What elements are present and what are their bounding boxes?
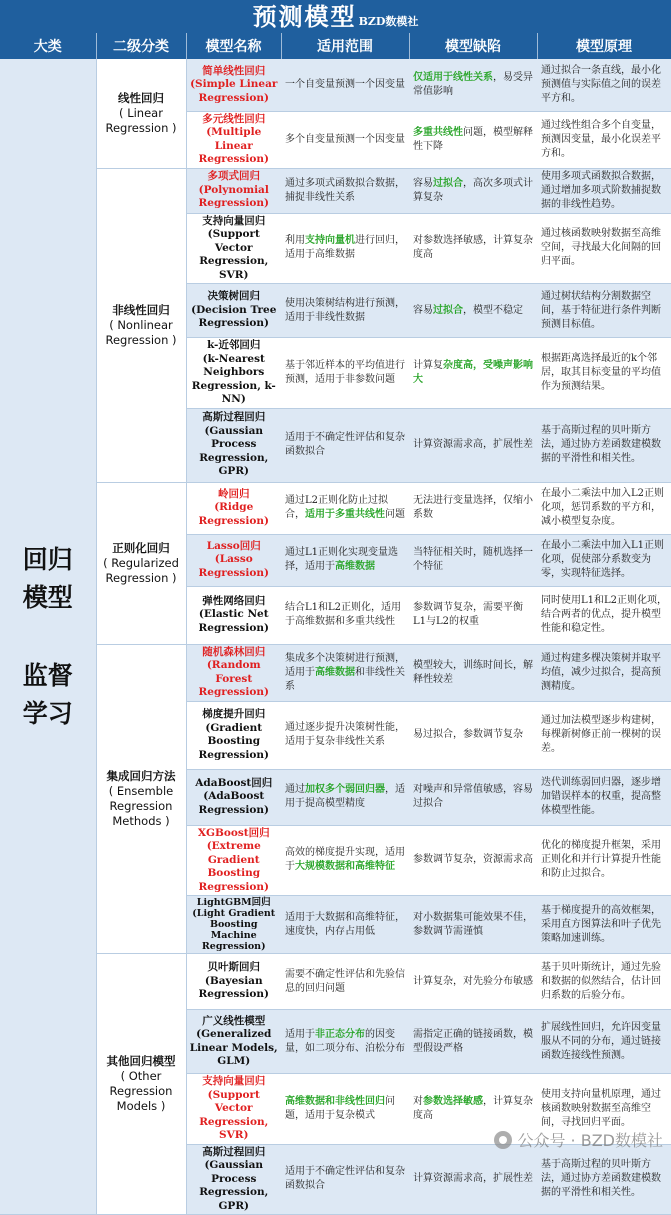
scope-text: 高维数据和非线性回归问题，适用于复杂模式 [281,1074,409,1145]
model-name: 广义线性模型 (Generalized Linear Models, GLM) [186,1010,281,1074]
model-name: 梯度提升回归 (Gradient Boosting Regression) [186,701,281,769]
defect-text: 参数调节复杂，资源需求高 [409,825,537,896]
col-header-principle: 模型原理 [537,33,671,59]
defect-text: 当特征相关时，随机选择一个特征 [409,534,537,586]
principle-text: 通过构建多棵决策树并取平均值，减少过拟合，提高预测精度。 [537,644,671,701]
principle-text: 基于梯度提升的高效框架，采用直方图算法和叶子优先策略加速训练。 [537,896,671,954]
principle-text: 优化的梯度提升框架，采用正则化和并行计算提升性能和防止过拟合。 [537,825,671,896]
model-name: k-近邻回归 (k-Nearest Neighbors Regression, k-NN) [186,338,281,409]
group-cell-ensemble [96,644,186,954]
principle-text: 使用多项式函数拟合数据，通过增加多项式阶数捕捉数据的非线性趋势。 [537,168,671,213]
scope-text: 适用于不确定性评估和复杂函数拟合 [281,1144,409,1215]
scope-text: 高效的梯度提升实现，适用于大规模数据和高维特征 [281,825,409,896]
group-name: 其他回归模型 [106,1054,176,1068]
defect-text: 计算资源需求高，扩展性差 [409,408,537,482]
model-name: 随机森林回归 (Random Forest Regression) [186,644,281,701]
table-row [0,168,671,213]
defect-text: 无法进行变量选择，仅缩小系数 [409,482,537,534]
scope-text: 通过L1正则化实现变量选择，适用于高维数据 [281,534,409,586]
model-name: 贝叶斯回归 (Bayesian Regression) [186,954,281,1010]
principle-text: 通过拟合一条直线，最小化预测值与实际值之间的误差平方和。 [537,59,671,111]
group-name-en: ( Ensemble Regression Methods ) [108,783,174,828]
model-name: XGBoost回归 (Extreme Gradient Boosting Regression) [186,825,281,896]
defect-text: 计算复杂度高，受噪声影响大 [409,338,537,409]
model-name: 多元线性回归 (Multiple Linear Regression) [186,111,281,168]
defect-text: 仅适用于线性关系，易受异常值影响 [409,59,537,111]
defect-text: 易过拟合，参数调节复杂 [409,701,537,769]
principle-text: 通过树状结构分割数据空间，基于特征进行条件判断预测目标值。 [537,284,671,338]
defect-text: 多重共线性问题，模型解释性下降 [409,111,537,168]
principle-text: 基于高斯过程的贝叶斯方法，通过协方差函数建模数据的平滑性和相关性。 [537,408,671,482]
header-row [0,33,671,59]
group-name-en: ( Nonlinear Regression ) [105,317,177,347]
scope-text: 通过L2正则化防止过拟合，适用于多重共线性问题 [281,482,409,534]
group-cell-linear [96,59,186,168]
watermark-text: 公众号 · BZD数模社 [517,1131,663,1150]
scope-text: 通过多项式函数拟合数据，捕捉非线性关系 [281,168,409,213]
model-name: AdaBoost回归 (AdaBoost Regression) [186,769,281,825]
defect-text: 需指定正确的链接函数，模型假设严格 [409,1010,537,1074]
group-name: 集成回归方法 [106,768,176,783]
page-title: 预测模型 [252,2,357,31]
defect-text: 对小数据集可能效果不佳，参数调节需谨慎 [409,896,537,954]
table-row [0,644,671,701]
col-header-defects: 模型缺陷 [409,33,537,59]
defect-text: 计算复杂，对先验分布敏感 [409,954,537,1010]
principle-text: 迭代训练弱回归器，逐步增加错误样本的权重，提高整体模型性能。 [537,769,671,825]
defect-text: 对参数选择敏感，计算复杂度高 [409,1074,537,1145]
group-cell-regularized [96,482,186,644]
table-row [0,954,671,1010]
scope-text: 结合L1和L2正则化，适用于高维数据和多重共线性 [281,586,409,644]
big-category-line: 模型 [22,582,73,612]
group-cell-nonlinear [96,168,186,482]
scope-text: 一个自变量预测一个因变量 [281,59,409,111]
watermark [494,1128,663,1151]
defect-text: 对参数选择敏感，计算复杂度高 [409,213,537,284]
group-name: 非线性回归 [112,302,170,317]
group-name-en: ( Other Regression Models ) [109,1069,173,1113]
model-name: Lasso回归 (Lasso Regression) [186,534,281,586]
title-bar [0,0,671,33]
model-name: 简单线性回归 (Simple Linear Regression) [186,59,281,111]
col-header-scope: 适用范围 [281,33,409,59]
model-name: 岭回归 (Ridge Regression) [186,482,281,534]
scope-text: 适用于非正态分布的因变量，如二项分布、泊松分布 [281,1010,409,1074]
col-header-category: 大类 [0,33,96,59]
group-name: 线性回归 [118,90,164,105]
scope-text: 利用支持向量机进行回归，适用于高维数据 [281,213,409,284]
model-table [0,33,671,1215]
principle-text: 基于贝叶斯统计，通过先验和数据的似然结合，估计回归系数的后验分布。 [537,954,671,1010]
big-category-line: 监督 [22,660,73,690]
model-name: 决策树回归 (Decision Tree Regression) [186,284,281,338]
principle-text: 根据距离选择最近的k个邻居，取其目标变量的平均值作为预测结果。 [537,338,671,409]
big-category-line: 回归 [22,544,73,574]
scope-text: 需要不确定性评估和先验信息的回归问题 [281,954,409,1010]
principle-text: 在最小二乘法中加入L2正则化项，惩罚系数的平方和，减小模型复杂度。 [537,482,671,534]
principle-text: 同时使用L1和L2正则化项，结合两者的优点，提升模型性能和稳定性。 [537,586,671,644]
big-category-line: 学习 [22,698,73,728]
group-name-en: ( Regularized Regression ) [103,555,179,585]
model-name: 支持向量回归 (Support Vector Regression, SVR) [186,213,281,284]
principle-text: 使用支持向量机原理，通过核函数映射数据至高维空间，寻找回归平面。 [537,1074,671,1145]
defect-text: 计算资源需求高，扩展性差 [409,1144,537,1215]
model-name: 弹性网络回归 (Elastic Net Regression) [186,586,281,644]
model-name: 高斯过程回归 (Gaussian Process Regression, GPR) [186,1144,281,1215]
scope-text: 基于邻近样本的平均值进行预测，适用于非参数问题 [281,338,409,409]
scope-text: 通过逐步提升决策树性能，适用于复杂非线性关系 [281,701,409,769]
scope-text: 集成多个决策树进行预测，适用于高维数据和非线性关系 [281,644,409,701]
wechat-icon [494,1131,512,1149]
defect-text: 容易过拟合，模型不稳定 [409,284,537,338]
model-name: 高斯过程回归 (Gaussian Process Regression, GPR) [186,408,281,482]
scope-text: 适用于大数据和高维特征，速度快，内存占用低 [281,896,409,954]
col-header-model-name: 模型名称 [186,33,281,59]
table-row [0,482,671,534]
defect-text: 对噪声和异常值敏感，容易过拟合 [409,769,537,825]
principle-text: 在最小二乘法中加入L1正则化项，促使部分系数变为零，实现特征选择。 [537,534,671,586]
page-subtitle: BZD数模社 [358,15,419,28]
scope-text: 使用决策树结构进行预测，适用于非线性数据 [281,284,409,338]
group-cell-other [96,954,186,1215]
defect-text: 容易过拟合，高次多项式计算复杂 [409,168,537,213]
scope-text: 适用于不确定性评估和复杂函数拟合 [281,408,409,482]
model-name: 支持向量回归 (Support Vector Regression, SVR) [186,1074,281,1145]
principle-text: 通过线性组合多个自变量，预测因变量，最小化误差平方和。 [537,111,671,168]
scope-text: 通过加权多个弱回归器，适用于提高模型精度 [281,769,409,825]
col-header-subcategory: 二级分类 [96,33,186,59]
model-name: LightGBM回归 (Light Gradient Boosting Machine Regression) [186,896,281,954]
group-name-en: ( Linear Regression ) [105,105,177,135]
principle-text: 通过加法模型逐步构建树，每棵新树修正前一棵树的误差。 [537,701,671,769]
principle-text: 扩展线性回归，允许因变量服从不同的分布，通过链接函数连接线性预测。 [537,1010,671,1074]
scope-text: 多个自变量预测一个因变量 [281,111,409,168]
table-row [0,59,671,111]
group-name: 正则化回归 [112,540,170,555]
defect-text: 参数调节复杂，需要平衡L1与L2的权重 [409,586,537,644]
principle-text: 通过核函数映射数据至高维空间，寻找最大化间隔的回归平面。 [537,213,671,284]
defect-text: 模型较大，训练时间长，解释性较差 [409,644,537,701]
big-category-cell [0,59,96,1215]
model-name: 多项式回归 (Polynomial Regression) [186,168,281,213]
principle-text: 基于高斯过程的贝叶斯方法，通过协方差函数建模数据的平滑性和相关性。 [537,1144,671,1215]
